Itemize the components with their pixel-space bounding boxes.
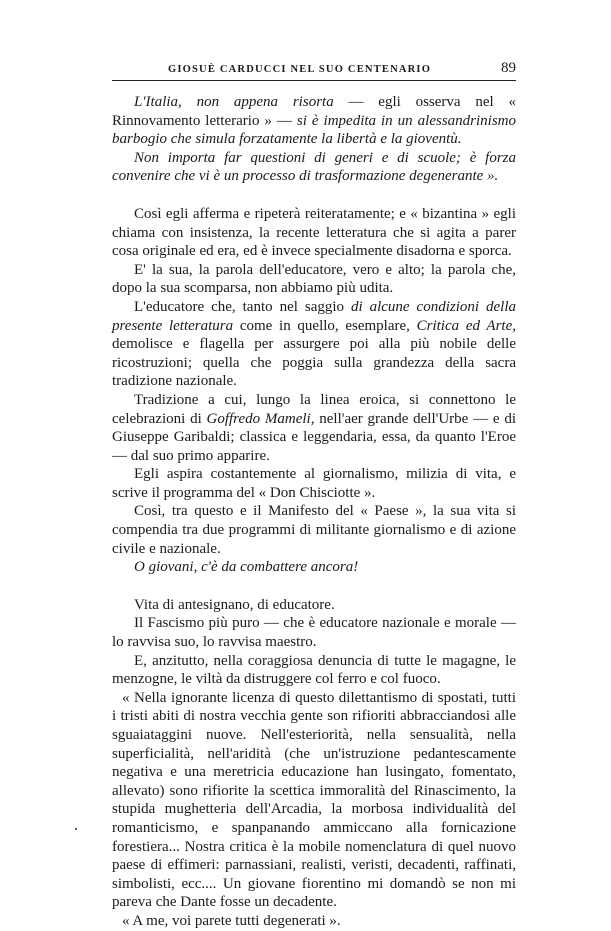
text-span: come in quello, esemplare,	[233, 317, 417, 334]
italic-span: L'Italia, non appena risorta	[134, 94, 334, 110]
print-speck	[75, 828, 77, 830]
page-number: 89	[501, 60, 516, 76]
paragraph: Egli aspira costantemente al giornalismo, milizia di vita, e scrive il programma del « Don Chisciotte ».	[112, 466, 516, 501]
paragraph: « A me, voi parete tutti degenerati ».	[122, 912, 341, 929]
block-quote	[112, 689, 516, 931]
paragraph: Vita di antesignano, di educatore.	[134, 596, 335, 613]
paragraph	[112, 298, 516, 391]
italic-span: Critica ed Arte,	[416, 317, 517, 334]
running-title: GIOSUÈ CARDUCCI NEL SUO CENTENARIO	[168, 64, 432, 75]
paragraph: E' la sua, la parola dell'educatore, vero e alto; la parola che, dopo la sua scomparsa, non abbiamo più udita.	[112, 261, 516, 297]
italic-span: di alcune condizioni della presente letteratura	[112, 298, 516, 334]
paragraph: Così, tra questo e il Manifesto del « Paese », la sua vita si compendia tra due programmi di militante giornalismo e di azione civile e nazionale.	[112, 503, 516, 557]
paragraph: « Nella ignorante licenza di questo dilettantismo di spostati, tutti i tristi abiti di nostra vecchia gente son rifioriti abbracciandosi alle sguaiataggini nuove. Nell'esteriorità, nella sensualità, nella superficialità, nell'aridità (che un'istruzione pedantescamente negativa e una meretricia educazione han lusingato, fomentato, allevato) sono rifiorite la scettica immoralità del Rinascimento, la stupida mughetteria dell'Arcadia, la morbosa individualità del romanticismo, e spanpanando ammiccano alla fornicazione forestiera... Nostra critica è la mobile nomenclatura di quel nuovo paese di effimeri: parnassiani, realisti, veristi, decadenti, raffinati, simbolisti, ecc.... Un giovane fiorentino mi domandò se non mi pareva che Dante fosse un decadente.	[112, 689, 516, 911]
page-body	[112, 93, 516, 931]
text-span: — egli osserva nel « Rinnovamento letterario » —	[112, 94, 516, 129]
paragraph	[112, 391, 516, 465]
text-span: Tradizione a cui, lungo la linea eroica, si connettono le celebrazioni di	[112, 391, 516, 427]
paragraph: Non importa far questioni di generi e di scuole; è forza convenire che vi è un processo di trasformazione degenerante ».	[112, 149, 516, 185]
running-header	[112, 60, 516, 80]
paragraph: O giovani, c'è da combattere ancora!	[134, 559, 359, 576]
paragraph	[112, 93, 516, 149]
italic-span: Goffredo Mameli,	[206, 410, 315, 427]
paragraph: Così egli afferma e ripeterà reiteratamente; e « bizantina » egli chiama con insistenza, la recente letteratura che si agita a parer cosa originale ed era, ed è invece specialmente disadorna e sporca.	[112, 205, 516, 260]
italic-span: si è impedita in un alessandrinismo barbogio che simula forzatamente la libertà e la gioventù.	[112, 112, 516, 148]
paragraph: E, anzitutto, nella coraggiosa denuncia di tutte le magagne, le menzogne, le viltà da distruggere col ferro e col fuoco.	[112, 652, 516, 688]
text-span: demolisce e flagella per assurgere poi alla più nobile delle ricostruzioni; quella che poggia sulla grandezza della sacra tradizione nazionale.	[112, 336, 516, 390]
text-span: nell'aer grande dell'Urbe — e di Giuseppe Garibaldi; classica e leggendaria, essa, da quanto l'Eroe — dal suo primo apparire.	[112, 410, 516, 464]
header-rule	[112, 80, 516, 81]
paragraph: Il Fascismo più puro — che è educatore nazionale e morale — lo ravvisa suo, lo ravvisa maestro.	[112, 615, 516, 651]
text-span: L'educatore che, tanto nel saggio	[134, 298, 351, 315]
